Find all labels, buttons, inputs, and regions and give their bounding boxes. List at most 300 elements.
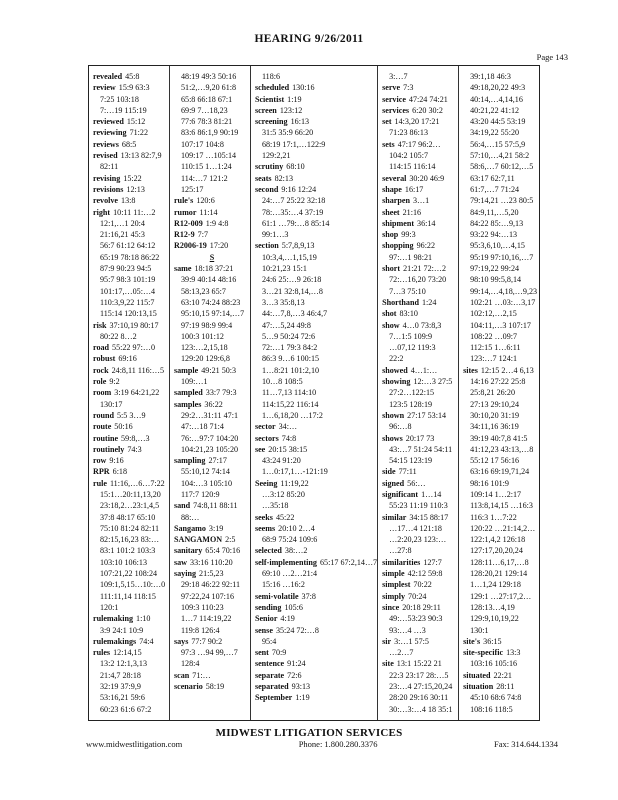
index-word: shipment xyxy=(382,218,415,228)
page-line-refs: 3:…1 57:5 xyxy=(394,636,429,646)
page-line-refs: 6:20 30:2 xyxy=(412,105,443,115)
page-line-refs: 77:11 xyxy=(398,467,417,477)
page-line-refs: 129:1 …27:17,2… xyxy=(470,591,532,601)
page-line-refs: 109:…1 xyxy=(180,377,208,387)
page-line-refs: 9:16 12:24 xyxy=(281,184,317,194)
index-word: sector xyxy=(254,422,276,432)
index-entry xyxy=(382,71,458,82)
index-entry xyxy=(382,512,458,557)
page-line-refs: 12:15 2…4 6,13 xyxy=(480,365,534,375)
page-line-refs: 1:19 xyxy=(295,693,310,703)
page-line-refs: 18:18 37:21 xyxy=(194,264,234,274)
index-entry xyxy=(382,602,458,636)
index-entry xyxy=(93,82,169,116)
page-line-refs: 47:…5,24 49:8 xyxy=(261,320,311,330)
page-line-refs: 109:17 …105:14 xyxy=(180,151,237,161)
page-line-refs: 10:11 11:…2 xyxy=(113,207,156,217)
index-word: shape xyxy=(382,184,402,194)
page-line-refs: …27:8 xyxy=(389,546,412,556)
page-line-refs: 109:3 110:23 xyxy=(180,602,224,612)
page-line-refs: 13:13 82:7,9 xyxy=(120,151,162,161)
page-line-refs: 3:9 24:1 10:9 xyxy=(100,625,144,635)
page-line-refs: 74:8 xyxy=(281,433,297,443)
page-line-refs: 104:…3 105:10 xyxy=(180,478,233,488)
page-line-refs: 107:21,22 108:24 xyxy=(100,569,158,579)
page-line-refs: 37:10,19 80:17 xyxy=(109,320,159,330)
page-line-refs: 5:7,8,9,13 xyxy=(281,241,315,251)
page-line-refs: 30:20 46:9 xyxy=(409,173,445,183)
page-line-refs: 22:21 xyxy=(493,670,512,680)
page-line-refs: 63:10 74:24 88:23 xyxy=(180,297,241,307)
page-line-refs: 24:6 25:…9 26:18 xyxy=(261,275,322,285)
page-line-refs: 56:7 61:12 64:12 xyxy=(100,241,156,251)
page-line-refs: 97:22,24 107:16 xyxy=(180,591,235,601)
page-line-refs: 43:20 44:5 53:19 xyxy=(470,117,526,127)
index-entry xyxy=(463,365,539,636)
page-line-refs: 84:9,11,…5,20 xyxy=(470,207,519,217)
index-entry xyxy=(382,658,458,714)
page-line-refs: 35:24 72:…8 xyxy=(275,625,319,635)
index-entry xyxy=(255,613,377,624)
page-line-refs: 95:3,6,10,…4,15 xyxy=(470,241,525,251)
page-line-refs: 120:6 xyxy=(196,196,215,206)
index-entry xyxy=(255,692,377,703)
page-line-refs: 114:15 116:14 xyxy=(389,162,436,172)
page-line-refs: 65:19 78:18 86:22 xyxy=(100,252,160,262)
index-word: situation xyxy=(463,682,494,692)
index-word: site's xyxy=(463,636,481,646)
page-line-refs: 37:8 48:17 65:10 xyxy=(100,512,156,522)
index-word: similar xyxy=(382,512,407,522)
index-word: revealed xyxy=(93,72,123,81)
page-line-refs: 96:…8 xyxy=(389,422,412,432)
index-word: same xyxy=(173,264,192,274)
page-line-refs: 50:16 xyxy=(114,422,133,432)
page-line-refs: 43:24 91:20 xyxy=(261,456,301,466)
index-entry xyxy=(255,658,377,669)
index-word: road xyxy=(93,343,110,353)
index-entry xyxy=(255,523,377,546)
index-entry xyxy=(382,94,458,105)
page-line-refs: 77:6 78:3 81:21 xyxy=(180,117,233,127)
page-line-refs: 61:7,…7 71:24 xyxy=(470,184,520,194)
page-line-refs: 104:21,23 105:20 xyxy=(180,444,239,454)
index-word: sets xyxy=(382,139,395,149)
index-word: saw xyxy=(173,557,188,567)
page-line-refs: 34:11,16 36:19 xyxy=(470,422,519,432)
page-line-refs: 93:…4 …3 xyxy=(389,625,426,635)
index-entry xyxy=(463,647,539,670)
index-entry xyxy=(174,455,250,500)
page-line-refs: 120:22 …21:14,2… xyxy=(470,523,536,533)
page-line-refs: 22:3 23:17 28:…5 xyxy=(389,670,449,680)
index-entry xyxy=(255,161,377,172)
index-entry xyxy=(93,195,169,206)
page-line-refs: 12:14,15 xyxy=(113,648,142,658)
page-line-refs: 34:… xyxy=(278,422,298,432)
index-word: sharpen xyxy=(382,196,410,206)
index-entry xyxy=(174,71,250,195)
index-entry xyxy=(93,150,169,173)
index-entry xyxy=(255,71,377,82)
index-word: sense xyxy=(254,625,273,635)
page-line-refs: 84:22 85:…9,13 xyxy=(470,218,524,228)
page-line-refs: 98:10 99:5,8,14 xyxy=(470,275,522,285)
index-entry xyxy=(174,387,250,398)
index-word: serve xyxy=(382,83,401,93)
index-column-3 xyxy=(251,66,378,720)
footer-row xyxy=(86,739,558,749)
index-word: rule's xyxy=(173,196,194,206)
page-line-refs: 7:7 xyxy=(197,230,208,240)
page-line-refs: 70:24 xyxy=(408,591,427,601)
page-line-refs: 36:15 xyxy=(483,636,502,646)
page-line-refs: 3…21 32:8,14,…8 xyxy=(261,286,323,296)
index-entry xyxy=(93,353,169,364)
index-word: separate xyxy=(254,670,285,680)
page-line-refs: 95:10,15 97:14,…7 xyxy=(180,309,245,319)
page-line-refs: 97:3 …94 99,…7 xyxy=(180,648,238,658)
page-line-refs: 128:20,21 129:14 xyxy=(470,569,528,579)
page-line-refs: 39:9 40:14 48:16 xyxy=(180,275,237,285)
page-line-refs: 72:6 xyxy=(287,670,302,680)
page-line-refs: 1:24 xyxy=(421,297,437,307)
index-entry xyxy=(174,523,250,534)
page-line-refs: 69:10 …2…21:4 xyxy=(261,569,318,579)
page-line-refs: 24:8,11 116:…5 xyxy=(111,365,165,375)
index-column-2 xyxy=(170,66,251,720)
index-word: several xyxy=(382,173,407,183)
index-entry xyxy=(382,478,458,489)
index-word: second xyxy=(254,184,279,194)
index-word: reviewing xyxy=(93,128,127,138)
page-line-refs: 65:17 67:2,14…7 xyxy=(319,557,378,567)
page-line-refs: 29:2…31:11 47:1 xyxy=(180,410,239,420)
page-line-refs: 128:11…6,17,…8 xyxy=(470,557,529,567)
index-entry xyxy=(255,625,377,648)
index-entry xyxy=(382,105,458,116)
page-line-refs: 6:18 xyxy=(112,467,128,477)
page-number: Page 143 xyxy=(536,52,568,62)
page-line-refs: 99:3 xyxy=(401,230,416,240)
index-word: similarities xyxy=(382,557,421,567)
index-entry xyxy=(255,512,377,523)
page-line-refs: 108:16 118:5 xyxy=(470,704,513,714)
index-entry xyxy=(93,466,169,477)
index-word: risk xyxy=(93,320,107,330)
page-line-refs: 88:… xyxy=(180,512,200,522)
index-word: rules xyxy=(93,648,111,658)
index-word: show xyxy=(382,320,400,330)
page-line-refs: 2:5 xyxy=(225,535,236,545)
index-entry xyxy=(93,207,169,320)
page-line-refs: 47:17 96:2… xyxy=(397,139,441,149)
page-line-refs: 15:1…20:11,13,20 xyxy=(100,489,161,499)
page-line-refs: 115:14 120:13,15 xyxy=(100,309,157,319)
page-line-refs: 82:13 xyxy=(274,173,294,183)
index-column-5 xyxy=(459,66,539,720)
index-entry xyxy=(174,681,250,692)
page-line-refs: 16:13 xyxy=(290,117,310,127)
page-line-refs: 95:4 xyxy=(261,636,277,646)
page-line-refs: 79:14,21 …23 80:5 xyxy=(470,196,534,206)
index-word: rulemakings xyxy=(93,636,137,646)
index-entry xyxy=(255,173,377,184)
index-entry xyxy=(255,240,377,421)
index-word: see xyxy=(254,444,266,454)
index-word: seems xyxy=(254,523,276,533)
page-line-refs: 44:…7,8,…3 46:4,7 xyxy=(261,309,328,319)
index-entry xyxy=(255,94,377,105)
page-line-refs: 47:…18 71:4 xyxy=(180,422,224,432)
index-section-letter: S xyxy=(209,252,215,262)
index-entry xyxy=(255,545,377,556)
index-word: room xyxy=(93,388,112,398)
page-line-refs: 11:14 xyxy=(199,207,218,217)
page-line-refs: 104:11,…3 107:17 xyxy=(470,320,531,330)
index-entry xyxy=(382,173,458,184)
page-line-refs: 72:…1 79:3 84:2 xyxy=(261,343,318,353)
index-word: screen xyxy=(254,105,277,115)
page-line-refs: 58:19 xyxy=(205,682,225,692)
index-entry xyxy=(174,365,250,388)
index-word: Scientist xyxy=(254,94,285,104)
index-word: shows xyxy=(382,433,403,443)
index-entry xyxy=(382,218,458,229)
page-line-refs: …3:12 85:20 xyxy=(261,489,305,499)
page-line-refs: 37:8 xyxy=(301,591,316,601)
page-line-refs: 30:…3:…4 18 35:1 xyxy=(389,704,453,714)
index-entry xyxy=(382,297,458,308)
index-entry xyxy=(255,681,377,692)
index-word: rock xyxy=(93,365,109,375)
index-entry xyxy=(382,591,458,602)
page-line-refs: 111:11,14 118:15 xyxy=(100,591,156,601)
index-word: sampling xyxy=(173,456,206,466)
page-line-refs: 12:13 xyxy=(126,184,145,194)
index-entry xyxy=(93,613,169,636)
index-word: robust xyxy=(93,354,116,364)
page-line-refs: 3…3 35:8,13 xyxy=(261,297,305,307)
index-word: RPR xyxy=(93,467,110,477)
index-entry xyxy=(382,184,458,195)
index-word: sending xyxy=(254,602,282,612)
index-entry xyxy=(382,229,458,240)
page-line-refs: 69:9 7…18,23 xyxy=(180,105,228,115)
index-word: Senior xyxy=(254,614,278,624)
page-line-refs: 9:16 xyxy=(109,456,124,466)
footer-website: www.midwestlitigation.com xyxy=(86,739,183,749)
page-line-refs: 13:3 xyxy=(506,648,521,658)
index-entry xyxy=(174,218,250,229)
page-line-refs: 69:16 xyxy=(118,354,137,364)
page-line-refs: 77:7 90:2 xyxy=(191,636,223,646)
index-entry xyxy=(174,568,250,636)
footer-fax: Fax: 314.644.1334 xyxy=(494,739,558,749)
index-word: Sangamo xyxy=(173,523,206,533)
page-line-refs: 110:15 1…1:24 xyxy=(180,162,232,172)
page-line-refs: 74:4 xyxy=(139,636,154,646)
index-word: shopping xyxy=(382,241,414,251)
index-word: R12-009 xyxy=(173,218,203,228)
page-line-refs: 5:5 3…9 xyxy=(117,410,146,420)
page-line-refs: 40:21,22 41:12 xyxy=(470,105,520,115)
page-line-refs: 22:2 xyxy=(389,354,404,364)
page-line-refs: 51:2,…9,20 61:8 xyxy=(180,83,237,93)
page-line-refs: 122:1,4,2 126:18 xyxy=(470,535,526,545)
index-entry xyxy=(382,489,458,512)
index-word: reviewed xyxy=(93,117,124,127)
index-word: scheduled xyxy=(254,83,290,93)
index-word: role xyxy=(93,377,107,387)
page-line-refs: 123:12 xyxy=(279,105,303,115)
page-line-refs: 45:10 68:6 74:8 xyxy=(470,693,522,703)
page-line-refs: 21:5,23 xyxy=(199,569,224,579)
page-line-refs: 68:5 xyxy=(121,139,137,149)
index-entry xyxy=(382,320,458,365)
index-word: rule xyxy=(93,478,107,488)
index-word: sand xyxy=(173,501,191,511)
page-line-refs: 7…3 75:10 xyxy=(389,286,426,296)
page-line-refs: 123:…2,15,18 xyxy=(180,343,228,353)
page-line-refs: 4:19 xyxy=(280,614,295,624)
page-line-refs: 112:15 1…6:11 xyxy=(470,343,521,353)
index-entry xyxy=(382,207,458,218)
page-line-refs: 1…0:17,1…-121:19 xyxy=(261,467,328,477)
page-line-refs: 109:1,5,15…10:…0 xyxy=(100,580,166,590)
page-line-refs: 56:… xyxy=(407,478,426,488)
page-line-refs: 24:…7 25:22 32:18 xyxy=(261,196,326,206)
index-word: September xyxy=(254,693,293,703)
page-line-refs: 95:7 98:3 101:19 xyxy=(100,275,156,285)
index-word: rumor xyxy=(173,207,197,217)
index-word: sites xyxy=(463,365,478,375)
page-line-refs: 3:19 64:21,22 xyxy=(114,388,160,398)
index-entry xyxy=(174,557,250,568)
index-word: shot xyxy=(382,309,397,319)
page-line-refs: 114:…7 121:2 xyxy=(180,173,228,183)
page-line-refs: 63:17 62:7,11 xyxy=(470,173,515,183)
index-entry xyxy=(174,195,250,206)
page-line-refs: 27:17 xyxy=(208,456,227,466)
page-line-refs: 130:17 xyxy=(100,399,123,409)
page-line-refs: 1:19 xyxy=(287,94,302,104)
index-word: self-implementing xyxy=(254,557,317,567)
index-word: sentence xyxy=(254,659,285,669)
footer-company: MIDWEST LITIGATION SERVICES xyxy=(215,727,403,739)
page-line-refs: 36:14 xyxy=(417,218,436,228)
index-entry xyxy=(255,116,377,161)
index-word: revised xyxy=(93,151,118,161)
page-line-refs: 34:19,22 55:20 xyxy=(470,128,520,138)
page-line-refs: …17…4 121:18 xyxy=(389,523,442,533)
index-word: significant xyxy=(382,489,419,499)
page-line-refs: 1…7 114:19,22 xyxy=(180,614,232,624)
page-line-refs: 47:24 74:21 xyxy=(408,94,448,104)
page-line-refs: 10…8 108:5 xyxy=(261,377,303,387)
index-entry xyxy=(93,139,169,150)
index-word: service xyxy=(382,94,406,104)
index-word: row xyxy=(93,456,107,466)
index-entry xyxy=(382,365,458,376)
page-line-refs: 120:1 xyxy=(100,602,119,612)
page-line-refs: 57:10,…4,21 58:2 xyxy=(470,151,530,161)
index-entry xyxy=(463,681,539,715)
page-line-refs: 83:1 101:2 103:3 xyxy=(100,546,156,556)
page-line-refs: 119:8 126:4 xyxy=(180,625,220,635)
index-word: sectors xyxy=(254,433,279,443)
page-line-refs: 65:4 70:16 xyxy=(205,546,241,556)
index-entry xyxy=(174,399,250,455)
page-line-refs: 20:10 2…4 xyxy=(278,523,315,533)
index-column-1 xyxy=(89,66,170,720)
page-line-refs: 28:20 29:16 30:11 xyxy=(389,693,449,703)
index-entry xyxy=(382,139,458,173)
page-line-refs: 65:8 66:18 67:1 xyxy=(180,94,233,104)
page-line-refs: 82:15,16,23 83:… xyxy=(100,535,160,545)
page-line-refs: 97:…1 98:21 xyxy=(389,252,433,262)
page-line-refs: 68:10 xyxy=(286,162,305,172)
page-line-refs: 10:21,23 15:1 xyxy=(261,264,307,274)
page-line-refs: 45:22 xyxy=(275,512,295,522)
page-line-refs: 96:22 xyxy=(416,241,436,251)
index-entry xyxy=(255,421,377,432)
page-line-refs: 3:…7 xyxy=(389,72,408,81)
page-line-refs: 16:17 xyxy=(404,184,424,194)
index-word: reviews xyxy=(93,139,119,149)
index-word: simple xyxy=(382,569,405,579)
page-line-refs: 13:8 xyxy=(121,196,136,206)
index-word: set xyxy=(382,117,392,127)
index-entry xyxy=(174,240,250,251)
index-entry xyxy=(382,433,458,467)
index-entry xyxy=(255,591,377,602)
index-entry xyxy=(255,444,377,478)
page-line-refs: 23:…4 27:15,20,24 xyxy=(389,682,453,692)
page-line-refs: 41:12,23 43:13,…8 xyxy=(470,444,534,454)
index-word: R2006-19 xyxy=(173,241,207,251)
index-word: saying xyxy=(173,569,197,579)
page-line-refs: 12:1,…1 20:4 xyxy=(100,218,145,228)
page-line-refs: 114:15,22 116:14 xyxy=(261,399,319,409)
page-line-refs: 74:3 xyxy=(127,444,142,454)
hearing-title: HEARING 9/26/2011 xyxy=(254,33,364,45)
index-word: section xyxy=(254,241,279,251)
page-line-refs: 68:9 75:24 109:6 xyxy=(261,535,318,545)
index-word: selected xyxy=(254,546,282,556)
page-line-refs: 25:8,21 26:20 xyxy=(470,388,516,398)
index-entry xyxy=(382,410,458,433)
index-entry xyxy=(93,455,169,466)
page-line-refs: 71:… xyxy=(192,670,211,680)
page-line-refs: 20:17 73 xyxy=(405,433,435,443)
page-line-refs: 55:22 97:…0 xyxy=(112,343,155,353)
index-word: scan xyxy=(173,670,190,680)
index-word: revisions xyxy=(93,184,124,194)
page-line-refs: 49:21 50:3 xyxy=(201,365,237,375)
index-word: signed xyxy=(382,478,405,488)
index-word: review xyxy=(93,83,116,93)
index-word: right xyxy=(93,207,111,217)
index-entry xyxy=(174,229,250,240)
page-line-refs: 55:12 17 56:16 xyxy=(470,456,520,466)
page-line-refs: 127:17,20,20,24 xyxy=(470,546,523,556)
index-word: revolve xyxy=(93,196,119,206)
page-line-refs: 10:3,4,…1,15,19 xyxy=(261,252,317,262)
page-line-refs: 33:7 79:3 xyxy=(205,388,237,398)
index-entry xyxy=(93,116,169,127)
index-entry xyxy=(174,500,250,523)
